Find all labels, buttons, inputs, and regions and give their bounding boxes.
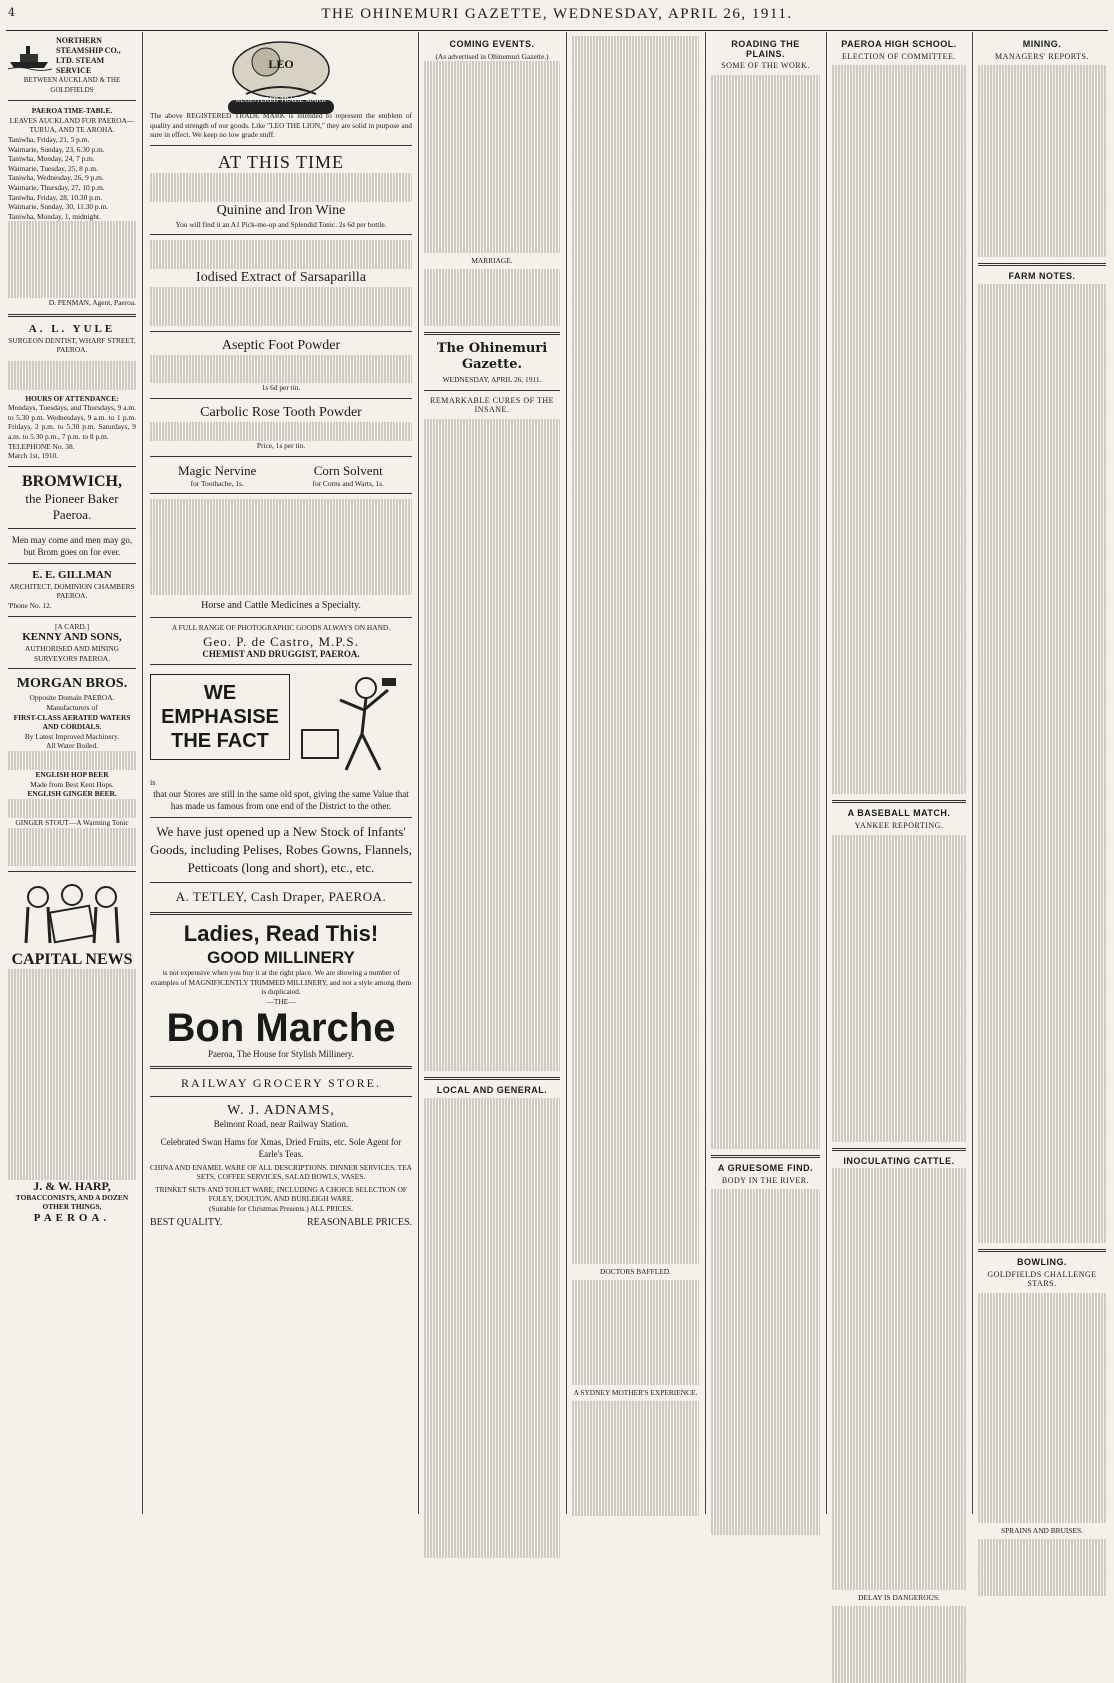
cures-heading: REMARKABLE CURES OF THE INSANE. xyxy=(429,395,555,415)
morgan-line: Opposite Domain PAEROA. xyxy=(29,693,115,703)
corn-solvent-text: for Corns and Warts, 1s. xyxy=(312,478,384,488)
gruesome-find-heading: A GRUESOME FIND. xyxy=(717,1163,814,1174)
morgan-line: Made from Best Kent Hops. xyxy=(30,779,114,789)
tetley-heading: A. TETLEY, Cash Draper, PAEROA. xyxy=(175,888,387,904)
at-this-time-heading: AT THIS TIME xyxy=(217,151,344,172)
morgan-line: ENGLISH GINGER BEER. xyxy=(27,789,117,799)
baker-heading: the Pioneer Baker xyxy=(25,490,119,506)
sailing-item: Taniwha, Friday, 21, 5 p.m. xyxy=(8,134,90,144)
architect-phone: 'Phone No. 12. xyxy=(8,600,52,610)
timetable-subtitle: LEAVES AUCKLAND FOR PAEROA—TURUA, AND TE AROHA. xyxy=(9,115,135,135)
corn-solvent-heading: Corn Solvent xyxy=(313,462,383,478)
sailing-list xyxy=(8,135,136,221)
column-rule xyxy=(826,32,827,1514)
hams-text: Celebrated Swan Hams for Xmas, Dried Fruits, etc. Sole Agent for Earle's Teas. xyxy=(160,1136,402,1159)
emphasise-box: WE EMPHASISE THE FACT xyxy=(150,674,290,760)
bowling-subtitle: GOLDFIELDS CHALLENGE STARS. xyxy=(987,1269,1097,1289)
morgan-line: All Water Boiled. xyxy=(45,741,99,751)
gazette-date: WEDNESDAY, APRIL 26, 1911. xyxy=(442,375,542,385)
sailing-item: Waimarie, Sunday, 23, 6.30 p.m. xyxy=(8,144,105,154)
sailing-item: Waimarie, Thursday, 27, 10 p.m. xyxy=(8,182,105,192)
horse-cattle-line: Horse and Cattle Medicines a Specialty. xyxy=(201,600,361,612)
architect-name: E. E. GILLMAN xyxy=(32,568,112,581)
page-number: 4 xyxy=(8,6,15,19)
mining-subtitle: MANAGERS' REPORTS. xyxy=(995,51,1089,61)
bromwich-heading: BROMWICH, xyxy=(22,472,122,490)
millinery-heading: GOOD MILLINERY xyxy=(207,947,355,967)
millinery-text: is not expensive when you buy it at the right place. We are showing a number of examples of MAGNIFICENTLY TRIMMED MILLINERY, and not a style among them is duplicated. xyxy=(150,967,412,997)
sailing-item: Taniwha, Wednesday, 26, 9 p.m. xyxy=(8,173,104,183)
trinket-text: TRINKET SETS AND TOILET WARE, INCLUDING A CHOICE SELECTION OF FOLEY, DOULTON, AND BURLEIGH WARE. xyxy=(155,1184,407,1204)
dated: March 1st, 1910. xyxy=(8,451,59,461)
column-roading xyxy=(711,36,820,1514)
roading-subtitle: SOME OF THE WORK. xyxy=(721,61,810,71)
quinine-heading: Quinine and Iron Wine xyxy=(216,202,346,218)
capital-news-heading: CAPITAL NEWS xyxy=(11,950,133,968)
china-text: CHINA AND ENAMEL WARE OF ALL DESCRIPTIONS. DINNER SERVICES, TEA SETS, COFFEE SERVICES, SALAD BOWLS, VASES. xyxy=(150,1162,412,1182)
morgan-line: Manufacturers of xyxy=(46,702,98,712)
marriage-heading: MARRIAGE. xyxy=(471,256,513,266)
bon-marche-heading: Bon Marche xyxy=(166,1006,396,1051)
hours-title: HOURS OF ATTENDANCE: xyxy=(25,393,119,403)
masthead-rule xyxy=(6,30,1108,31)
column-rule xyxy=(418,32,419,1514)
newsboy-illustration-icon xyxy=(8,877,136,947)
aseptic-heading: Aseptic Foot Powder xyxy=(221,337,341,353)
castro-heading: Geo. P. de Castro, M.P.S. xyxy=(203,633,359,649)
card-label: [A CARD.] xyxy=(54,621,90,631)
adnams-address: Belmont Road, near Railway Station. xyxy=(213,1118,349,1129)
column-rule xyxy=(566,32,567,1514)
column-advertisements-left xyxy=(8,36,136,1514)
kenny-heading: KENNY AND SONS, xyxy=(22,631,122,644)
sailing-item: Taniwha, Monday, 24, 7 p.m. xyxy=(8,154,95,164)
masthead: THE OHINEMURI GAZETTE, WEDNESDAY, APRIL 26, 1911. xyxy=(321,6,793,22)
inoculating-heading: INOCULATING CATTLE. xyxy=(843,1155,955,1166)
ladies-heading: Ladies, Read This! xyxy=(183,920,379,946)
harp-subtitle: TOBACCONISTS, AND A DOZEN OTHER THINGS, xyxy=(15,1192,129,1212)
lion-label: LEO xyxy=(268,57,294,71)
bowling-heading: BOWLING. xyxy=(1017,1257,1067,1268)
photographic-line: A FULL RANGE OF PHOTOGRAPHIC GOODS ALWAYS ON HAND. xyxy=(171,623,391,633)
christmas-text: (Suitable for Christmas Presents.) ALL PRICES. xyxy=(208,1203,354,1213)
column-events xyxy=(424,36,560,1514)
telephone: TELEPHONE No. 38. xyxy=(8,441,75,451)
chemist-title: CHEMIST AND DRUGGIST, PAEROA. xyxy=(202,648,360,659)
iodised-heading: Iodised Extract of Sarsaparilla xyxy=(196,270,366,286)
delay-dangerous-heading: DELAY IS DANGEROUS. xyxy=(858,1593,940,1603)
carbolic-price: Price, 1s per tin. xyxy=(256,441,306,451)
column-mining-farm xyxy=(978,36,1106,1536)
dentist-title: SURGEON DENTIST, WHARF STREET, PAEROA. xyxy=(8,335,136,355)
column-chemist-ads xyxy=(150,36,412,1514)
baseball-heading: A BASEBALL MATCH. xyxy=(847,808,951,819)
coming-events-heading: COMING EVENTS. xyxy=(449,39,535,49)
magic-nervine-text: for Toothache, 1s. xyxy=(190,478,244,488)
column-rule xyxy=(705,32,706,1514)
roading-heading: ROADING THE PLAINS. xyxy=(731,39,800,59)
infants-goods-text: We have just opened up a New Stock of Infants' Goods, including Pelises, Robes Gowns, Flannels, Petticoats (long and short), etc., etc. xyxy=(150,823,412,875)
aseptic-price: 1s 6d per tin. xyxy=(261,383,301,393)
architect-title: ARCHITECT, DOMINION CHAMBERS PAEROA. xyxy=(9,581,135,601)
sailing-item: Taniwha, Monday, 1, midnight. xyxy=(8,211,101,221)
agent-signature: D. PENMAN, Agent, Paeroa. xyxy=(48,298,136,308)
timetable-title: PAEROA TIME-TABLE. xyxy=(31,106,113,116)
coming-events-subtitle: (As advertised in Ohinemuri Gazette.) xyxy=(435,51,549,61)
baker-town: Paeroa. xyxy=(52,506,92,522)
reasonable-prices: REASONABLE PRICES. xyxy=(306,1216,412,1228)
morgan-heading: MORGAN BROS. xyxy=(16,676,128,692)
high-school-subtitle: ELECTION OF COMMITTEE. xyxy=(842,51,956,61)
steamship-route: BETWEEN AUCKLAND & THE GOLDFIELDS xyxy=(23,76,121,94)
carbolic-heading: Carbolic Rose Tooth Powder xyxy=(200,404,362,420)
local-general-heading: LOCAL AND GENERAL. xyxy=(436,1085,548,1096)
adnams-heading: W. J. ADNAMS, xyxy=(227,1102,335,1118)
kenny-subtitle: AUTHORISED AND MINING SURVEYORS PAEROA. xyxy=(24,644,120,663)
best-quality: BEST QUALITY. xyxy=(150,1216,223,1228)
sydney-mother-heading: A SYDNEY MOTHER'S EXPERIENCE. xyxy=(573,1388,698,1398)
baseball-subtitle: YANKEE REPORTING. xyxy=(854,820,944,830)
sailing-item: Taniwha, Friday, 28, 10.30 p.m. xyxy=(8,192,103,202)
gruesome-find-subtitle: BODY IN THE RIVER. xyxy=(721,1175,810,1185)
lion-trademark-icon xyxy=(206,36,356,118)
morgan-line: GINGER STOUT—A Warming Tonic xyxy=(15,818,129,828)
harp-town: PAEROA. xyxy=(33,1211,111,1224)
harp-heading: J. & W. HARP, xyxy=(33,1178,111,1193)
emphasise-is: is xyxy=(150,778,156,788)
man-with-hammer-illustration-icon xyxy=(296,670,406,778)
steamship-icon xyxy=(8,42,52,70)
bon-marche-subtitle: Paeroa, The House for Stylish Millinery. xyxy=(208,1049,354,1060)
hours-text: Mondays, Tuesdays, and Thursdays, 9 a.m. to 5.30 p.m. Wednesdays, 9 a.m. to 1 p.m. Fridays, 2 p.m. to 5.30 p.m. Saturdays, 9 a.m. to 5.30 p.m., 7 p.m. to 8 p.m. xyxy=(8,403,136,441)
gazette-nameplate: The Ohinemuri Gazette. xyxy=(436,341,548,373)
lion-sublabel: REGISTERED TRADE MARK xyxy=(235,95,327,104)
morgan-line: FIRST-CLASS AERATED WATERS AND CORDIALS. xyxy=(13,712,131,732)
column-rule xyxy=(972,32,973,1514)
fact-text: that our Stores are still in the same old spot, giving the same Value that has made us famous from one end of the District to the other. xyxy=(153,788,409,811)
sprains-heading: SPRAINS AND BRUISES. xyxy=(1001,1526,1083,1536)
the-label: —THE— xyxy=(266,996,296,1006)
quinine-text: You will find it an A1 Pick-me-up and Splendid Tonic. 2s 6d per bottle. xyxy=(175,219,387,229)
railway-grocery-heading: RAILWAY GROCERY STORE. xyxy=(181,1075,381,1090)
column-rule xyxy=(142,32,143,1514)
morgan-line: By Latest Improved Machinery. xyxy=(24,731,120,741)
steamship-company: NORTHERN STEAMSHIP CO., LTD. STEAM SERVICE xyxy=(56,36,121,75)
baker-slogan: Men may come and men may go, but Brom goes on for ever. xyxy=(11,534,133,557)
high-school-heading: PAEROA HIGH SCHOOL. xyxy=(841,39,957,49)
sailing-item: Waimarie, Tuesday, 25, 8 p.m. xyxy=(8,163,98,173)
morgan-line: ENGLISH HOP BEER xyxy=(35,770,109,780)
farm-notes-heading: FARM NOTES. xyxy=(1008,271,1076,282)
column-school xyxy=(832,36,966,1603)
doctors-baffled-heading: DOCTORS BAFFLED. xyxy=(600,1267,671,1276)
dentist-name: A. L. YULE xyxy=(28,322,116,335)
magic-nervine-heading: Magic Nervine xyxy=(178,462,257,478)
column-news-continued xyxy=(572,36,699,1514)
mining-heading: MINING. xyxy=(1022,39,1062,49)
trademark-text: The above REGISTERED TRADE MARK is intended to represent the emblem of quality and strength of our goods. Like "LEO THE LION," they are solid in purpose and sure in effect. We keep no low grade stuff. xyxy=(150,111,412,140)
sailing-item: Waimarie, Sunday, 30, 11.30 p.m. xyxy=(8,202,109,212)
